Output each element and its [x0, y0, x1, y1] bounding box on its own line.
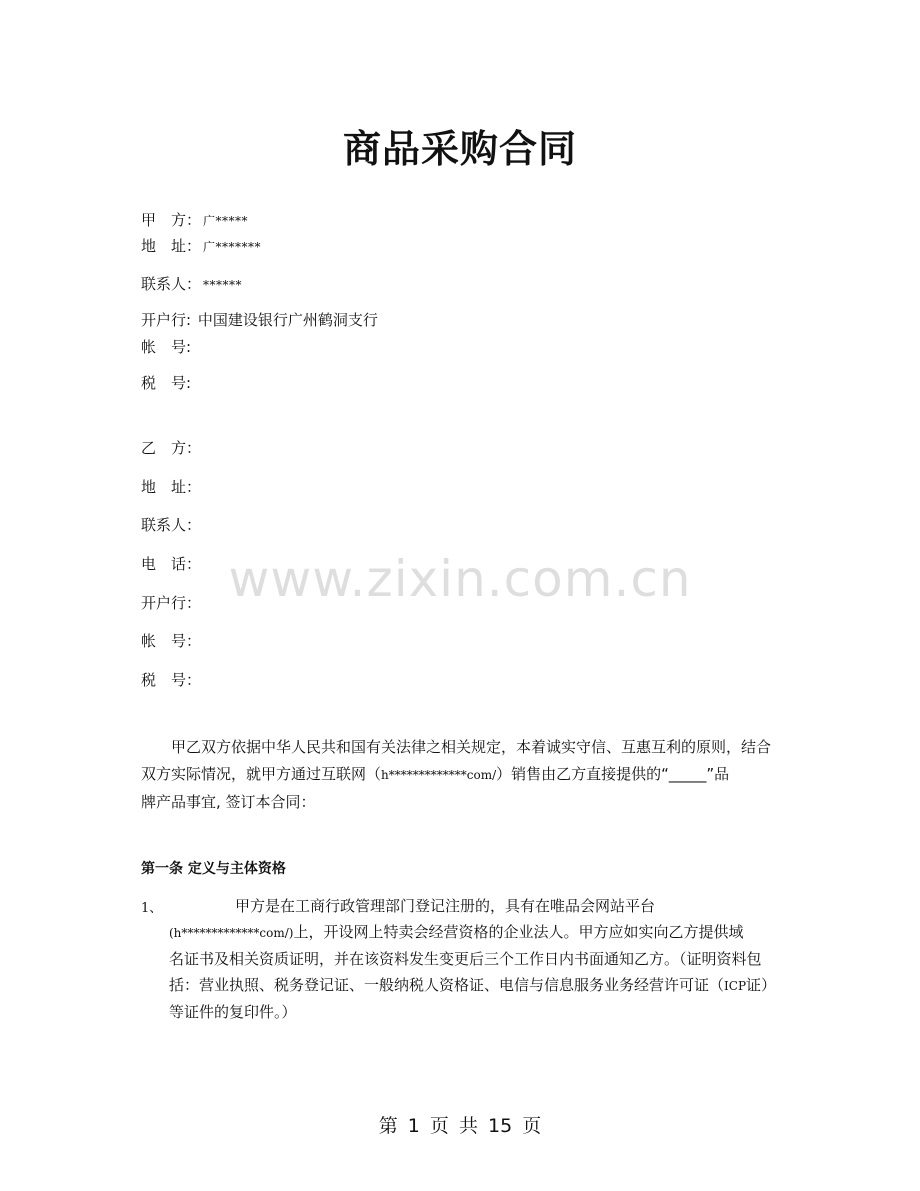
party-b-name	[141, 438, 201, 458]
party-a-bank-value: 中国建设银行广州鹤洞支行	[197, 311, 378, 329]
party-b-tax-label: 税 号：	[141, 671, 202, 689]
party-a-address-label: 地 址：	[141, 237, 202, 255]
contract-title: 商品采购合同	[342, 127, 577, 171]
item-1-line-5: 等证件的复印件。）	[169, 1003, 297, 1021]
party-a-account-label: 帐 号:	[141, 338, 192, 356]
party-a-contact-value: ******	[203, 278, 243, 292]
party-b-address	[141, 477, 201, 497]
party-b-address-label: 地 址：	[141, 478, 202, 496]
intro-website-url: h*************com/	[381, 768, 497, 782]
party-b-tax	[141, 670, 201, 690]
item-1-line-4-end: 证）	[746, 976, 777, 994]
party-a-account	[141, 337, 191, 357]
party-b-name-label: 乙 方：	[141, 439, 202, 457]
party-a-name-label: 甲 方：	[141, 211, 202, 229]
party-a-bank-label: 开户行:	[141, 311, 192, 329]
article-1-heading: 第一条 定义与主体资格	[141, 861, 286, 877]
intro-line-2	[141, 761, 781, 789]
intro-paragraph	[141, 734, 781, 816]
item-1-line-2-text: 上，开设网上特卖会经营资格的企业法人。甲方应如实向乙方提供域	[293, 923, 744, 941]
party-a-name-value: 广*****	[203, 214, 249, 228]
item-1-line-1: 甲方是在工商行政管理部门登记注册的，具有在唯品会网站平台	[235, 897, 656, 915]
page-footer: 第 1 页 共 15 页	[378, 1115, 542, 1137]
item-1-website-url: (h*************com/)	[169, 926, 294, 940]
item-1-icp: ICP	[724, 979, 747, 993]
watermark: www.zixin.com.cn	[228, 550, 692, 608]
party-a-name	[141, 210, 248, 231]
intro-line-1: 甲乙双方依据中华人民共和国有关法律之相关规定，本着诚实守信、互惠互利的原则，结合	[171, 738, 772, 756]
party-b-account-label: 帐 号：	[141, 632, 202, 650]
item-1-line-4	[169, 972, 781, 999]
party-b-account	[141, 631, 201, 651]
party-a-address	[141, 236, 261, 257]
party-a-bank	[141, 310, 378, 330]
party-b-bank-label: 开户行：	[141, 594, 202, 612]
item-1-line-3: 名证书及相关资质证明，并在该资料发生变更后三个工作日内书面通知乙方。（证明资料包	[169, 950, 762, 968]
intro-line-2-start: 双方实际情况，就甲方通过互联网（	[141, 765, 382, 783]
party-a-tax	[141, 373, 191, 393]
party-a-contact-label: 联系人：	[141, 275, 202, 293]
party-b-phone-label: 电 话：	[141, 555, 202, 573]
item-1-line-4-start: 括：营业执照、税务登记证、一般纳税人资格证、电信与信息服务业务经营许可证（	[169, 976, 725, 994]
article-1-item-1	[169, 893, 781, 1025]
party-a-address-value: 广*******	[203, 240, 262, 254]
party-a-tax-label: 税 号:	[141, 374, 192, 392]
party-b-contact	[141, 515, 201, 535]
intro-line-3: 牌产品事宜, 签订本合同：	[141, 793, 316, 811]
party-a-contact	[141, 274, 242, 295]
article-1-item-number: 1、	[141, 901, 163, 916]
intro-line-2-end: ）销售由乙方直接提供的“_____”品	[496, 765, 730, 783]
item-1-line-2	[169, 919, 781, 946]
party-b-contact-label: 联系人：	[141, 516, 202, 534]
